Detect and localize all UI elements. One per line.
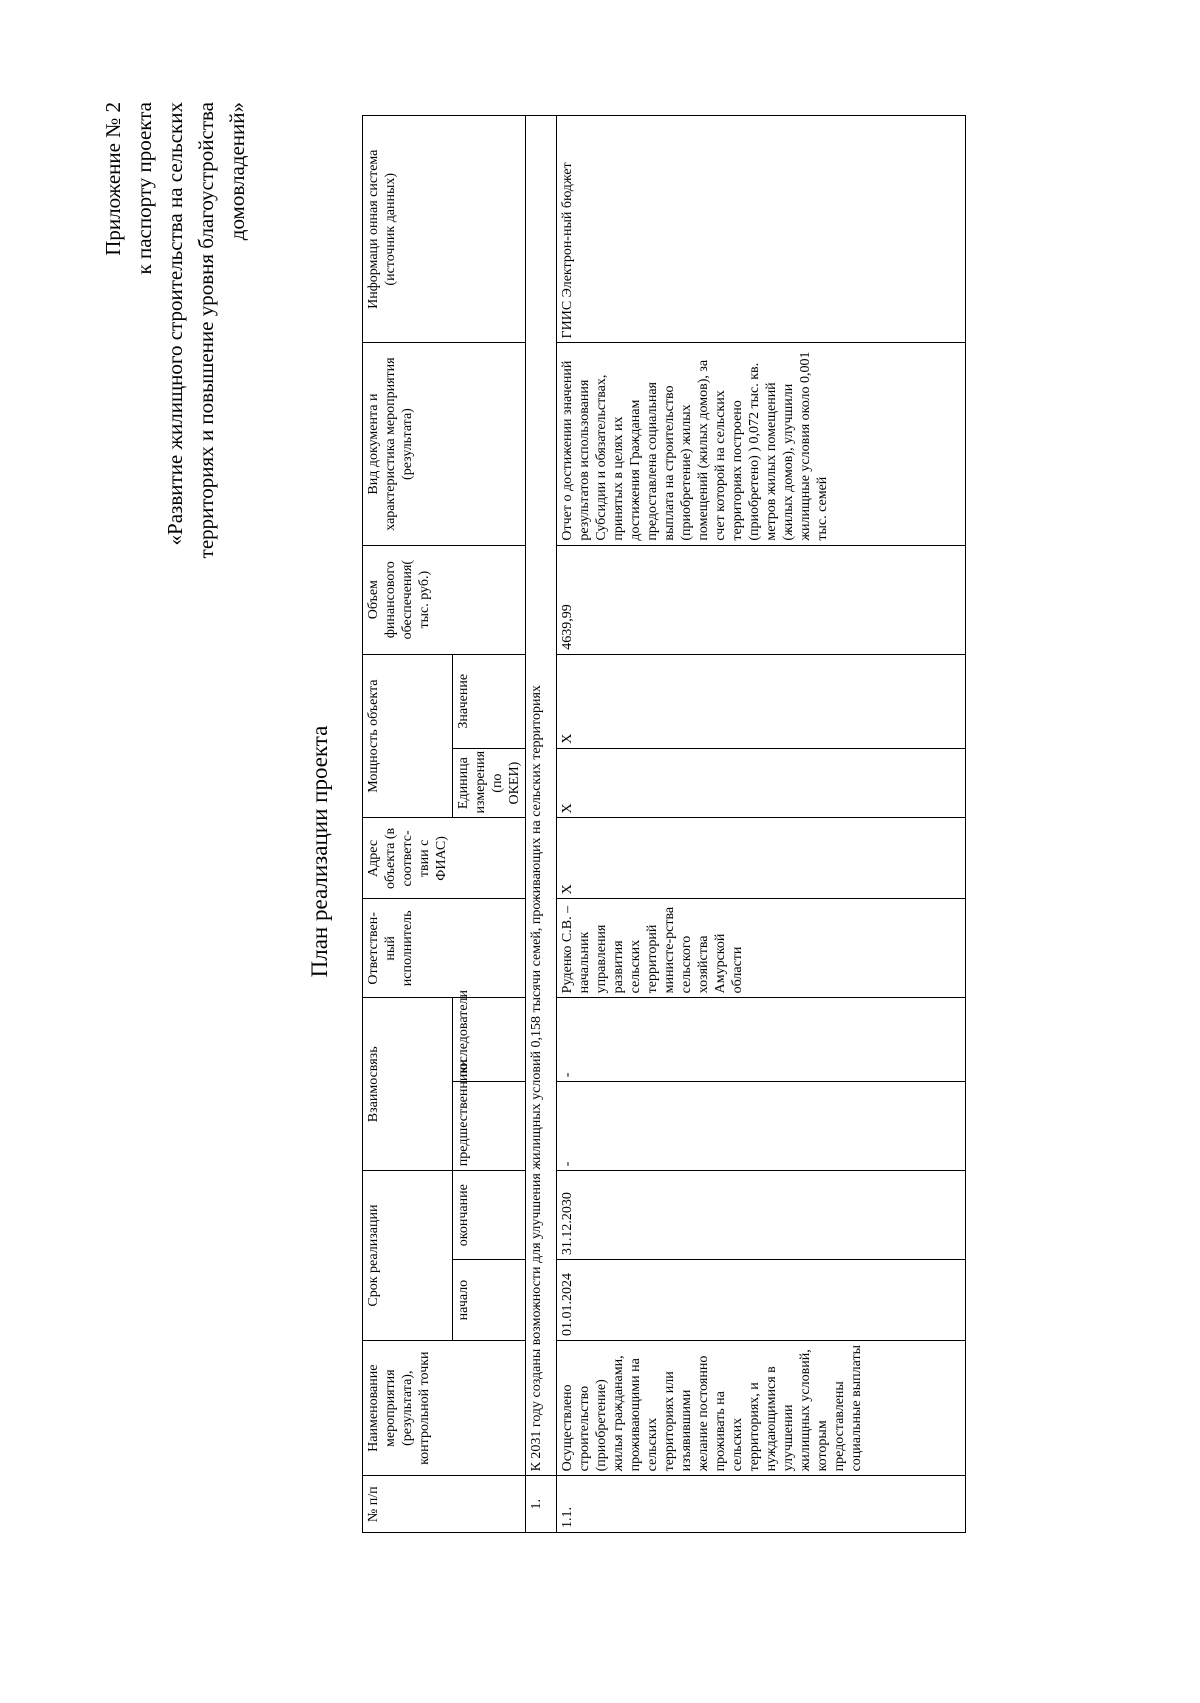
row-info: ГИИС Электрон-ный бюджет bbox=[557, 116, 966, 344]
header-term-end: окончание bbox=[453, 1171, 526, 1260]
row-unit: X bbox=[557, 748, 966, 818]
row-name: Осуществлено строительство (приобретение) жилья гражданами, проживающими на сельских территориях или изъявившими желание постоянно проживать на сельских территориях, и нуждающимися в улучшении жилищных условий, которым предоставлены социальные выплаты bbox=[557, 1340, 966, 1475]
page-title: План реализации проекта bbox=[307, 725, 332, 978]
plan-table bbox=[362, 115, 966, 1533]
header-document: Вид документа и характеристика мероприятия (результата) bbox=[363, 343, 526, 545]
header-num: № п/п bbox=[363, 1476, 526, 1533]
row-num: 1.1. bbox=[557, 1476, 966, 1533]
row-value: X bbox=[557, 654, 966, 748]
header-address: Адрес объекта (в соответс-твии с ФИАС) bbox=[363, 818, 526, 899]
header-cap-value: Значение bbox=[453, 654, 526, 748]
appendix-line: территориях и повышение уровня благоустройства bbox=[194, 102, 218, 559]
table-row bbox=[557, 116, 966, 1533]
section-num: 1. bbox=[526, 1476, 557, 1533]
row-responsible: Руденко С.В. – начальник управления развития сельских территорий министе-рства сельского хозяйства Амурской области bbox=[557, 899, 966, 998]
row-address: X bbox=[557, 818, 966, 899]
header-term-start: начало bbox=[453, 1260, 526, 1341]
section-row bbox=[526, 116, 557, 1533]
appendix-line: «Развитие жилищного строительства на сельских bbox=[163, 102, 187, 546]
row-document: Отчет о достижении значений результатов использования Субсидии и обязательствах, принятых в целях их достижения Гражданам предоставлена социальная выплата на строительство (приобретение) жилых помещений (жилых домов), за счет которой на сельских территориях построено (приобретено) ) 0,072 тыс. кв. метров жилых помещений (жилых домов), улучшили жилищные условия около 0,001 тыс. семей bbox=[557, 343, 966, 545]
appendix-line: к паспорту проекта bbox=[132, 102, 156, 275]
header-cap-unit: Единица измерения (по ОКЕИ) bbox=[453, 748, 526, 818]
table-header-row bbox=[363, 116, 453, 1533]
row-start: 01.01.2024 bbox=[557, 1260, 966, 1341]
header-rel-next: последователи bbox=[453, 998, 526, 1082]
row-finance: 4639,99 bbox=[557, 545, 966, 654]
header-capacity: Мощность объекта bbox=[363, 654, 453, 818]
appendix-header bbox=[98, 102, 253, 662]
header-responsible: Ответствен-ный исполнитель bbox=[363, 899, 526, 998]
header-name: Наименование мероприятия (результата), контрольной точки bbox=[363, 1340, 526, 1475]
header-relation: Взаимосвязь bbox=[363, 998, 453, 1171]
row-next: - bbox=[557, 998, 966, 1082]
appendix-line: Приложение № 2 bbox=[101, 102, 125, 256]
header-term: Срок реализации bbox=[363, 1171, 453, 1341]
header-rel-prev: предшественники bbox=[453, 1082, 526, 1171]
appendix-line: домовладений» bbox=[225, 102, 249, 241]
section-title: К 2031 году созданы возможности для улучшения жилищных условий 0,158 тысячи семей, проживающих на сельских территориях bbox=[526, 116, 557, 1476]
header-finance: Объем финансового обеспечения( тыс. руб.) bbox=[363, 545, 526, 654]
row-prev: - bbox=[557, 1082, 966, 1171]
row-end: 31.12.2030 bbox=[557, 1171, 966, 1260]
header-info: Информаци онная система (источник данных) bbox=[363, 116, 526, 344]
